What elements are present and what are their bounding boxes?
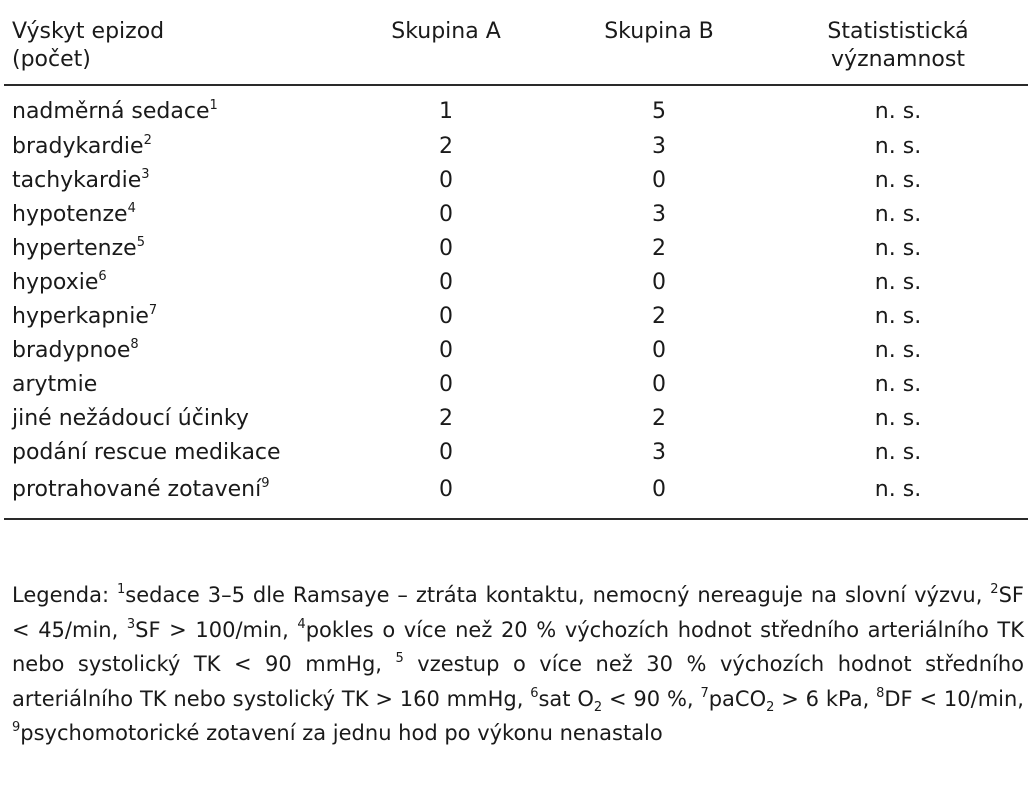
table-row <box>4 164 1028 198</box>
significance-value: n. s. <box>874 202 922 227</box>
footnote-marker: 5 <box>136 234 145 250</box>
footnote-marker: 1 <box>209 97 218 113</box>
group-a-value: 0 <box>439 236 453 261</box>
table-row <box>4 470 1028 519</box>
group-b-value: 5 <box>652 99 666 124</box>
group-a-value: 0 <box>439 372 453 397</box>
group-b-value: 0 <box>652 270 666 295</box>
legend-note-7b: > 6 kPa, <box>774 686 877 711</box>
group-a-value: 0 <box>439 477 453 502</box>
legend-note-6a: sat O <box>538 686 594 711</box>
row-label: nadměrná sedace <box>12 99 210 124</box>
significance-value: n. s. <box>874 477 922 502</box>
significance-value: n. s. <box>874 168 922 193</box>
footnote-marker: 3 <box>141 166 150 182</box>
table-row <box>4 198 1028 232</box>
table-row <box>4 266 1028 300</box>
row-label-cell <box>4 436 342 470</box>
legend-note-5: vzestup o více než 30 % výchozích hodnot středního arteriálního TK nebo systolický TK > 160 mmHg, <box>12 652 1024 711</box>
legend-note-2: SF < 45/min, <box>12 583 1024 642</box>
significance-value: n. s. <box>874 372 922 397</box>
legend-prefix: Legenda: <box>12 583 118 607</box>
legend-note-4: pokles o více než 20 % výchozích hodnot středního arteriálního TK nebo systolický TK < 90 mmHg, <box>12 617 1024 676</box>
row-label-cell <box>4 300 342 334</box>
legend-note-8-marker: 8 <box>876 685 885 701</box>
significance-value: n. s. <box>874 338 922 363</box>
header-episodes-line2: (počet) <box>12 47 91 72</box>
legend-note-6b: < 90 %, <box>602 686 701 711</box>
group-b-value: 3 <box>652 440 666 465</box>
group-a-value: 0 <box>439 270 453 295</box>
group-b-value: 0 <box>652 477 666 502</box>
significance-value: n. s. <box>874 134 922 159</box>
legend-note-1: sedace 3–5 dle Ramsaye – ztráta kontaktu, nemocný nereaguje na slovní výzvu, <box>125 583 991 607</box>
row-label: tachykardie <box>12 168 142 193</box>
group-b-value: 2 <box>652 236 666 261</box>
legend-note-9: psychomotorické zotavení za jednu hod po výkonu nenastalo <box>20 721 663 745</box>
table-row <box>4 232 1028 266</box>
header-significance-line1: Statististická <box>827 19 969 44</box>
legend-note-4-marker: 4 <box>297 616 306 632</box>
footnote-marker: 7 <box>148 302 158 318</box>
row-label: bradykardie <box>12 134 144 159</box>
group-b-value: 0 <box>652 338 666 363</box>
row-label-cell <box>4 368 342 402</box>
table-legend <box>12 578 1024 751</box>
legend-note-8: DF < 10/min, <box>884 686 1024 711</box>
row-label-cell <box>4 130 342 164</box>
table-row <box>4 402 1028 436</box>
group-a-value: 0 <box>439 304 453 329</box>
row-label: arytmie <box>12 372 98 397</box>
row-label-cell <box>4 470 342 519</box>
row-label: hypotenze <box>12 202 128 227</box>
group-b-value: 0 <box>652 372 666 397</box>
legend-note-3: SF > 100/min, <box>135 617 298 642</box>
footnote-marker: 9 <box>261 475 270 491</box>
row-label: bradypnoe <box>12 338 131 363</box>
significance-value: n. s. <box>874 270 922 295</box>
group-a-value: 0 <box>439 338 453 363</box>
footnote-marker: 6 <box>98 268 107 284</box>
legend-note-7a: paCO <box>708 686 767 711</box>
row-label-cell <box>4 402 342 436</box>
row-label-cell <box>4 198 342 232</box>
legend-note-2-marker: 2 <box>990 582 999 597</box>
table-row <box>4 130 1028 164</box>
row-label-cell <box>4 334 342 368</box>
row-label-cell <box>4 266 342 300</box>
header-episodes-line1: Výskyt epizod <box>12 19 165 44</box>
group-a-value: 1 <box>439 99 453 124</box>
significance-value: n. s. <box>874 304 922 329</box>
legend-note-6-subscript: 2 <box>593 699 603 715</box>
legend-note-7-subscript: 2 <box>766 699 775 715</box>
row-label: podání rescue medikace <box>12 440 281 465</box>
group-b-value: 3 <box>652 134 666 159</box>
table-row <box>4 368 1028 402</box>
group-a-value: 2 <box>439 406 453 431</box>
header-group-b: Skupina B <box>604 19 714 44</box>
row-label: protrahované zotavení <box>12 477 262 502</box>
group-a-value: 0 <box>439 168 453 193</box>
row-label-cell <box>4 232 342 266</box>
table-row <box>4 334 1028 368</box>
group-b-value: 2 <box>652 304 666 329</box>
adverse-events-table <box>4 6 1028 520</box>
footnote-marker: 2 <box>143 132 152 148</box>
group-b-value: 2 <box>652 406 666 431</box>
significance-value: n. s. <box>874 406 922 431</box>
legend-note-6-marker: 6 <box>530 685 539 701</box>
row-label: hypertenze <box>12 236 137 261</box>
row-label: hyperkapnie <box>12 304 149 329</box>
row-label: jiné nežádoucí účinky <box>12 406 249 431</box>
header-significance-line2: významnost <box>831 47 965 72</box>
footnote-marker: 8 <box>130 336 139 352</box>
legend-note-1-marker: 1 <box>117 582 126 597</box>
table-row <box>4 436 1028 470</box>
significance-value: n. s. <box>874 99 922 124</box>
header-significance <box>768 6 1028 85</box>
header-group-a: Skupina A <box>391 19 501 44</box>
row-label-cell <box>4 85 342 130</box>
legend-note-3-marker: 3 <box>126 616 136 632</box>
header-episodes <box>4 6 342 85</box>
table-body <box>4 85 1028 519</box>
table-header <box>4 6 1028 85</box>
row-label-cell <box>4 164 342 198</box>
footnote-marker: 4 <box>127 200 136 216</box>
row-label: hypoxie <box>12 270 99 295</box>
legend-note-5-marker: 5 <box>395 651 404 666</box>
table-row <box>4 300 1028 334</box>
legend-note-7-marker: 7 <box>700 685 709 701</box>
group-b-value: 3 <box>652 202 666 227</box>
group-a-value: 0 <box>439 440 453 465</box>
group-a-value: 2 <box>439 134 453 159</box>
legend-note-9-marker: 9 <box>12 720 21 735</box>
significance-value: n. s. <box>874 440 922 465</box>
group-b-value: 0 <box>652 168 666 193</box>
table-row <box>4 85 1028 130</box>
group-a-value: 0 <box>439 202 453 227</box>
significance-value: n. s. <box>874 236 922 261</box>
